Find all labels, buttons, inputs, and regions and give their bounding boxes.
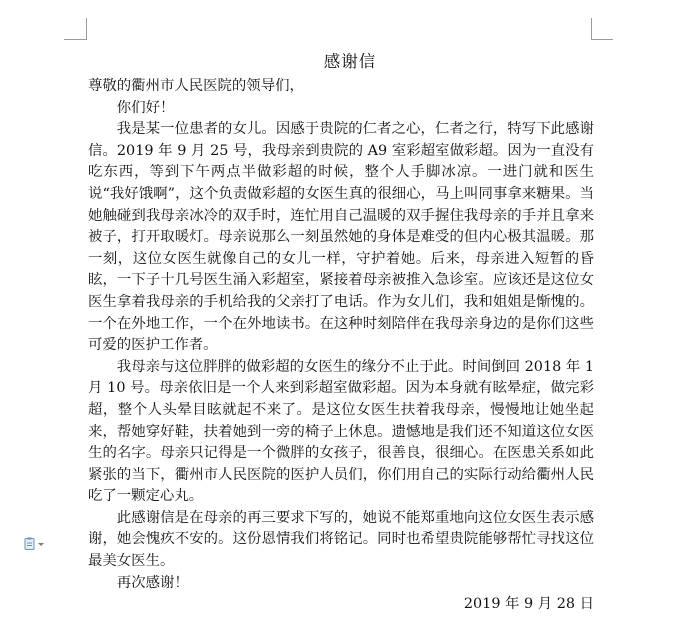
body-paragraph[interactable]: 此感谢信是在母亲的再三要求下写的，她说不能郑重地向这位女医生表示感谢，她会愧疚不安的。这份恩情我们将铭记。同时也希望贵院能够帮忙寻找这位最美女医生。 bbox=[88, 509, 594, 570]
paste-options-icon[interactable] bbox=[24, 536, 48, 550]
body-paragraph[interactable]: 我是某一位患者的女儿。因感于贵院的仁者之心，仁者之行，特写下此感谢信。2019 年 9 月 25 号，我母亲到贵院的 A9 室彩超室做彩超。因为一直没有吃东西，等到下午两点半做彩超的时候，整个人手脚冰凉。一进门就和医生说“我好饿啊”，这个负责做彩超的女医生真的很细心，马上叫同事拿来糖果。当她触碰到我母亲冰冷的双手时，连忙用自己温暖的双手握住我母亲的手并且拿来被子，打开取暖灯。母亲说那么一刻虽然她的身体是难受的但内心极其温暖。那一刻，这位女医生就像自己的女儿一样，守护着她。后来，母亲进入短暂的昏眩，一下子十几号医生涌入彩超室，紧接着母亲被推入急诊室。应该还是这位女医生拿着我母亲的手机给我的父亲打了电话。作为女儿们，我和姐姐是惭愧的。一个在外地工作，一个在外地读书。在这种时刻陪伴在我母亲身边的是你们这些可爱的医护工作者。 bbox=[88, 121, 594, 354]
body-paragraph[interactable]: 我母亲与这位胖胖的做彩超的女医生的缘分不止于此。时间倒回 2018 年 1 月 10 号。母亲依旧是一个人来到彩超室做彩超。因为本身就有眩晕症，做完彩超，整个人头晕目眩就起不来了。是这位女医生扶着我母亲，慢慢地让她坐起来，帮她穿好鞋，扶着她到一旁的椅子上休息。遗憾地是我们还不知道这位女医生的名字。母亲只记得是一个微胖的女孩子，很善良，很细心。在医患关系如此紧张的当下，衢州市人民医院的医护人员们，你们用自己的实际行动给衢州人民吃了一颗定心丸。 bbox=[88, 358, 594, 505]
clipboard-icon bbox=[24, 537, 48, 551]
signature-date[interactable]: 2019 年 9 月 28 日 bbox=[463, 596, 594, 613]
crop-mark-top-left bbox=[64, 39, 86, 40]
crop-mark-top-right bbox=[591, 39, 613, 40]
closing[interactable]: 再次感谢！ bbox=[116, 574, 189, 591]
greeting[interactable]: 你们好！ bbox=[116, 99, 175, 116]
crop-mark-top-left bbox=[86, 18, 87, 40]
salutation[interactable]: 尊敬的衢州市人民医院的领导们， bbox=[88, 78, 304, 94]
document-title[interactable]: 感谢信 bbox=[323, 52, 377, 71]
document-body[interactable] bbox=[88, 76, 594, 616]
crop-mark-top-right bbox=[591, 18, 592, 40]
